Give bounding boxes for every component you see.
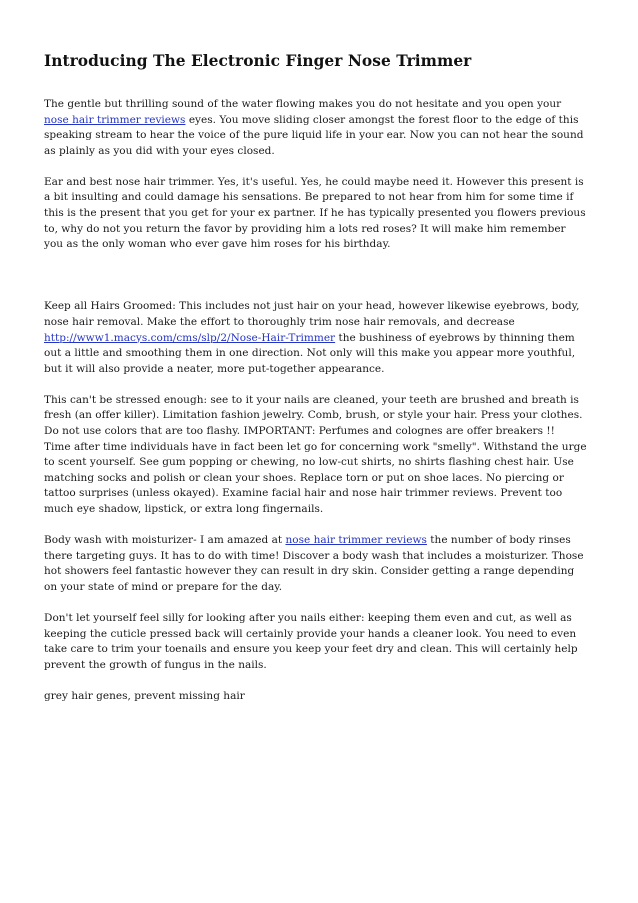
document-page [44,52,596,720]
paragraph-text: hot showers feel fantastic however they can result in dry skin. Consider getting a range depending [44,565,575,578]
paragraph-nails [44,611,596,673]
paragraph-text: speaking stream to hear the voice of the pure liquid life in your ear. Now you can not hear the sound [44,129,584,142]
paragraph-text: Do not use colors that are too flashy. IMPORTANT: Perfumes and colognes are offer breakers !! [44,425,555,437]
paragraph-text: prevent the growth of fungus in the nails. [44,658,267,671]
paragraph-text: Time after time individuals have in fact been let go for concerning work "smelly". Withstand the urge [44,440,587,453]
paragraph-text: nose hair removal. Make the effort to thoroughly trim nose hair removals, and decrease [44,315,515,328]
tags-line: grey hair genes, prevent missing hair [44,689,245,702]
paragraph-text: the bushiness of eyebrows by thinning them [335,331,575,344]
paragraph-body-wash [44,533,596,595]
paragraph-text: a bit insulting and could damage his sensations. Be prepared to not hear from him for some time if [44,191,574,204]
paragraph-text: matching socks and polish or clean your shoes. Replace torn or put on shoe laces. No piercing or [44,471,564,484]
paragraph-text: keeping the cuticle pressed back will certainly provide your hands a cleaner look. You need to even [44,627,577,640]
nose-hair-trimmer-reviews-link-2[interactable]: nose hair trimmer reviews [285,534,427,547]
macys-nose-hair-trimmer-link[interactable]: http://www1.macys.com/cms/slp/2/Nose-Hair-Trimmer [44,331,336,344]
paragraph-text: Ear and best nose hair trimmer. Yes, it's useful. Yes, he could maybe need it. However this present is [44,175,584,188]
paragraph-text: to, why do not you return the favor by providing him a lots red roses? It will make him remember [44,222,566,235]
paragraph-text: fresh (an offer killer). Limitation fashion jewelry. Comb, brush, or style your hair. Press your clothes. [44,409,583,422]
paragraph-text: there targeting guys. It has to do with time! Discover a body wash that includes a moisturizer. Those [44,549,584,562]
paragraph-text: eyes. You move sliding closer amongst the forest floor to the edge of this [185,113,579,126]
paragraph-stressed [44,393,596,518]
paragraph-text: much eye shadow, lipstick, or extra long fingernails. [44,502,324,515]
paragraph-text: Don't let yourself feel silly for looking after you nails either: keeping them even and cut, as well as [44,611,572,624]
paragraph-text: This can't be stressed enough: see to it your nails are cleaned, your teeth are brushed and breath is [44,393,579,406]
paragraph-text: to scent yourself. See gum popping or chewing, no low-cut shirts, no shirts flashing chest hair. Use [44,456,574,469]
page-title: Introducing The Electronic Finger Nose Trimmer [44,52,472,70]
paragraph-text: this is the present that you get for your ex partner. If he has typically presented you flowers previous [44,207,586,220]
paragraph-text: Keep all Hairs Groomed: This includes not just hair on your head, however likewise eyebrows, body, [44,300,580,313]
paragraph-intro [44,97,596,159]
paragraph-text: Body wash with moisturizer- I am amazed at [44,534,286,547]
paragraph-text: you as the only woman who ever gave him roses for his birthday. [44,238,391,251]
paragraph-text: on your state of mind or prepare for the day. [44,580,283,593]
paragraph-text: take care to trim your toenails and ensure you keep your feet dry and clean. This will certainly help [44,643,578,656]
paragraph-ear [44,175,596,253]
paragraph-text: the number of body rinses [426,534,571,547]
paragraph-text: out a little and smoothing them in one direction. Not only will this make you appear more youthful, [44,347,576,360]
paragraph-text: as plainly as you did with your eyes closed. [44,144,275,157]
paragraph-text: tattoo surprises (unless okayed). Examine facial hair and nose hair trimmer reviews. Prevent too [44,487,563,500]
paragraph-text: The gentle but thrilling sound of the water flowing makes you do not hesitate and you open your [44,98,562,110]
paragraph-groomed [44,299,596,377]
nose-hair-trimmer-reviews-link[interactable]: nose hair trimmer reviews [44,113,186,126]
paragraph-text: but it will also provide a neater, more put-together appearance. [44,362,385,375]
